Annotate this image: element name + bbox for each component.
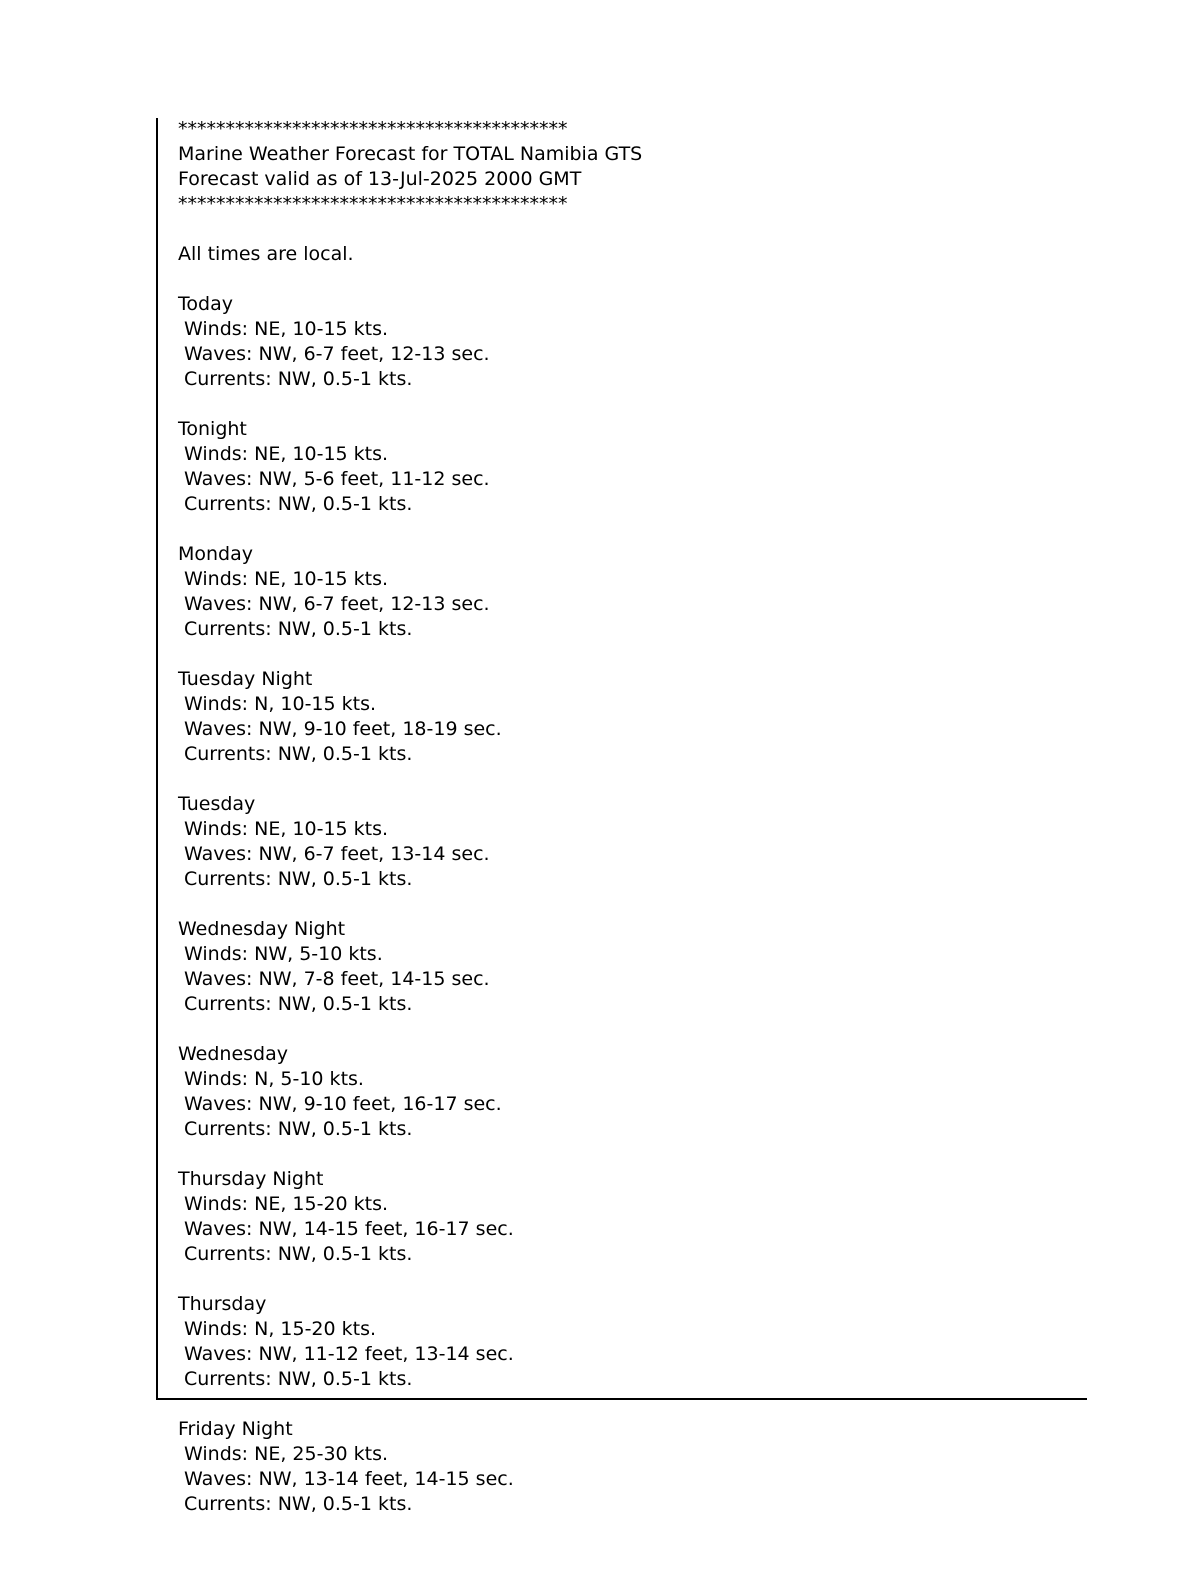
forecast-period xyxy=(178,417,642,517)
winds-value: NE, 10-15 kts. xyxy=(254,568,389,590)
period-name: Friday Night xyxy=(178,1418,293,1440)
winds-value: N, 15-20 kts. xyxy=(254,1318,377,1340)
winds-line xyxy=(178,567,642,592)
winds-label: Winds: xyxy=(184,318,249,340)
winds-value: NE, 10-15 kts. xyxy=(254,443,389,465)
forecast-period xyxy=(178,1167,642,1267)
forecast-period xyxy=(178,1292,642,1392)
currents-value: NW, 0.5-1 kts. xyxy=(277,1118,413,1140)
currents-value: NW, 0.5-1 kts. xyxy=(277,618,413,640)
document-title: Marine Weather Forecast for TOTAL Namibia GTS xyxy=(178,143,643,165)
currents-line xyxy=(178,617,642,642)
waves-label: Waves: xyxy=(184,843,253,865)
blank-line xyxy=(178,267,642,292)
currents-value: NW, 0.5-1 kts. xyxy=(277,993,413,1015)
waves-label: Waves: xyxy=(184,1343,253,1365)
winds-line xyxy=(178,442,642,467)
waves-label: Waves: xyxy=(184,1468,253,1490)
currents-label: Currents: xyxy=(184,1243,272,1265)
forecast-period xyxy=(178,917,642,1017)
winds-label: Winds: xyxy=(184,693,249,715)
separator-top: ***************************************** xyxy=(178,118,568,140)
winds-label: Winds: xyxy=(184,1443,249,1465)
waves-label: Waves: xyxy=(184,593,253,615)
period-name: Tonight xyxy=(178,418,247,440)
waves-label: Waves: xyxy=(184,343,253,365)
waves-label: Waves: xyxy=(184,968,253,990)
waves-line xyxy=(178,1342,642,1367)
forecast-period xyxy=(178,667,642,767)
winds-line xyxy=(178,1442,642,1467)
waves-line xyxy=(178,967,642,992)
waves-value: NW, 6-7 feet, 12-13 sec. xyxy=(258,343,490,365)
waves-line xyxy=(178,1467,642,1492)
waves-line xyxy=(178,1217,642,1242)
waves-value: NW, 7-8 feet, 14-15 sec. xyxy=(258,968,490,990)
winds-label: Winds: xyxy=(184,943,249,965)
winds-line xyxy=(178,1067,642,1092)
waves-line xyxy=(178,717,642,742)
winds-label: Winds: xyxy=(184,568,249,590)
currents-value: NW, 0.5-1 kts. xyxy=(277,368,413,390)
currents-line xyxy=(178,367,642,392)
currents-value: NW, 0.5-1 kts. xyxy=(277,743,413,765)
waves-line xyxy=(178,1092,642,1117)
winds-value: N, 10-15 kts. xyxy=(254,693,377,715)
currents-line xyxy=(178,867,642,892)
winds-label: Winds: xyxy=(184,443,249,465)
waves-value: NW, 14-15 feet, 16-17 sec. xyxy=(258,1218,514,1240)
winds-line xyxy=(178,942,642,967)
forecast-period xyxy=(178,542,642,642)
waves-line xyxy=(178,592,642,617)
currents-value: NW, 0.5-1 kts. xyxy=(277,493,413,515)
winds-line xyxy=(178,317,642,342)
waves-value: NW, 13-14 feet, 14-15 sec. xyxy=(258,1468,514,1490)
waves-value: NW, 11-12 feet, 13-14 sec. xyxy=(258,1343,514,1365)
winds-value: NE, 15-20 kts. xyxy=(254,1193,389,1215)
forecast-period xyxy=(178,792,642,892)
currents-label: Currents: xyxy=(184,618,272,640)
waves-value: NW, 9-10 feet, 18-19 sec. xyxy=(258,718,502,740)
winds-line xyxy=(178,1317,642,1342)
currents-line xyxy=(178,1492,642,1517)
currents-label: Currents: xyxy=(184,1493,272,1515)
currents-line xyxy=(178,742,642,767)
waves-value: NW, 5-6 feet, 11-12 sec. xyxy=(258,468,490,490)
period-name: Wednesday Night xyxy=(178,918,346,940)
winds-value: N, 5-10 kts. xyxy=(254,1068,364,1090)
currents-line xyxy=(178,1242,642,1267)
waves-line xyxy=(178,467,642,492)
currents-line xyxy=(178,1117,642,1142)
winds-value: NE, 25-30 kts. xyxy=(254,1443,389,1465)
period-name: Monday xyxy=(178,543,254,565)
currents-label: Currents: xyxy=(184,868,272,890)
waves-value: NW, 9-10 feet, 16-17 sec. xyxy=(258,1093,502,1115)
currents-line xyxy=(178,1367,642,1392)
currents-label: Currents: xyxy=(184,1118,272,1140)
forecast-period xyxy=(178,1042,642,1142)
waves-value: NW, 6-7 feet, 13-14 sec. xyxy=(258,843,490,865)
winds-value: NE, 10-15 kts. xyxy=(254,318,389,340)
currents-line xyxy=(178,492,642,517)
forecast-period xyxy=(178,1417,642,1517)
currents-label: Currents: xyxy=(184,493,272,515)
forecast-document xyxy=(178,117,642,1542)
waves-value: NW, 6-7 feet, 12-13 sec. xyxy=(258,593,490,615)
period-name: Tuesday xyxy=(178,793,256,815)
currents-label: Currents: xyxy=(184,993,272,1015)
winds-value: NW, 5-10 kts. xyxy=(254,943,383,965)
winds-label: Winds: xyxy=(184,1318,249,1340)
currents-line xyxy=(178,992,642,1017)
winds-label: Winds: xyxy=(184,1068,249,1090)
currents-value: NW, 0.5-1 kts. xyxy=(277,1243,413,1265)
period-name: Thursday Night xyxy=(178,1168,324,1190)
winds-label: Winds: xyxy=(184,1193,249,1215)
forecast-periods xyxy=(178,292,642,1517)
blank-line xyxy=(178,217,642,242)
period-name: Thursday xyxy=(178,1293,267,1315)
waves-line xyxy=(178,342,642,367)
waves-label: Waves: xyxy=(184,1218,253,1240)
forecast-valid-line: Forecast valid as of 13-Jul-2025 2000 GMT xyxy=(178,168,582,190)
period-name: Today xyxy=(178,293,233,315)
currents-label: Currents: xyxy=(184,368,272,390)
waves-line xyxy=(178,842,642,867)
winds-value: NE, 10-15 kts. xyxy=(254,818,389,840)
separator-bottom: ***************************************** xyxy=(178,193,568,215)
times-note: All times are local. xyxy=(178,243,354,265)
currents-label: Currents: xyxy=(184,1368,272,1390)
currents-value: NW, 0.5-1 kts. xyxy=(277,1493,413,1515)
winds-line xyxy=(178,692,642,717)
period-name: Wednesday xyxy=(178,1043,289,1065)
winds-line xyxy=(178,1192,642,1217)
currents-value: NW, 0.5-1 kts. xyxy=(277,868,413,890)
period-name: Tuesday Night xyxy=(178,668,313,690)
waves-label: Waves: xyxy=(184,718,253,740)
forecast-period xyxy=(178,292,642,392)
waves-label: Waves: xyxy=(184,1093,253,1115)
winds-label: Winds: xyxy=(184,818,249,840)
currents-value: NW, 0.5-1 kts. xyxy=(277,1368,413,1390)
winds-line xyxy=(178,817,642,842)
currents-label: Currents: xyxy=(184,743,272,765)
waves-label: Waves: xyxy=(184,468,253,490)
